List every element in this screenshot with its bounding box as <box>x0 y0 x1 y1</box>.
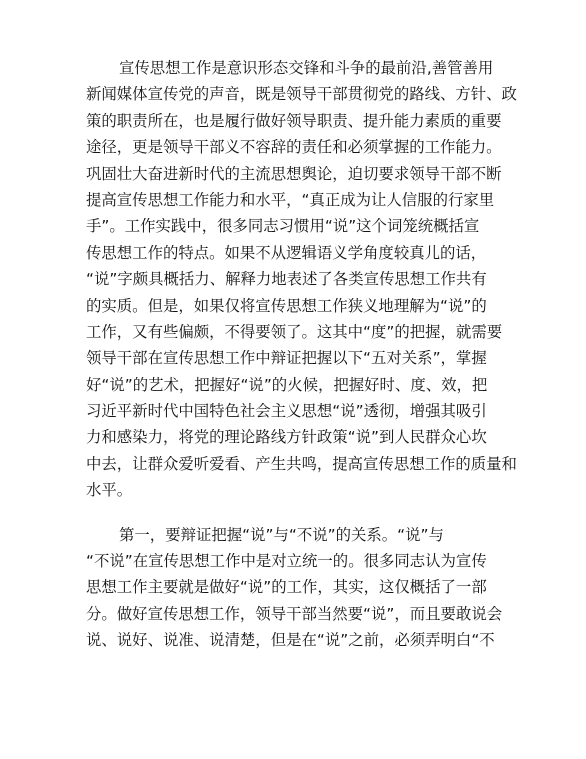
text-line: 策的职责所在，也是履行做好领导职责、提升能力素质的重要 <box>86 111 502 130</box>
text-line: 的实质。但是，如果仅将宣传思想工作狭义地理解为“说”的 <box>86 296 487 315</box>
text-line: 传思想工作的特点。如果不从逻辑语义学角度较真儿的话， <box>86 243 487 262</box>
text-line: 途径，更是领导干部义不容辞的责任和必须掌握的工作能力。 <box>86 138 502 157</box>
text-line: 力和感染力，将党的理论路线方针政策“说”到人民群众心坎 <box>86 428 487 447</box>
paragraph-spacing <box>86 504 506 522</box>
text-line: “说”字颇具概括力、解释力地表述了各类宣传思想工作共有 <box>86 270 487 289</box>
text-line: 思想工作主要就是做好“说”的工作，其实，这仅概括了一部 <box>86 578 487 597</box>
paragraph-2 <box>86 522 506 654</box>
text-line: 宣传思想工作是意识形态交锋和斗争的最前沿,善管善用 <box>119 59 494 77</box>
text-line: 习近平新时代中国特色社会主义思想“说”透彻，增强其吸引 <box>86 402 487 421</box>
document-body <box>86 55 517 654</box>
text-line: 水平。 <box>86 481 133 500</box>
text-line: 巩固壮大奋进新时代的主流思想舆论，迫切要求领导干部不断 <box>86 164 502 183</box>
text-line: 手”。工作实践中，很多同志习惯用“说”这个词笼统概括宣 <box>86 217 480 236</box>
text-line: “不说”在宣传思想工作中是对立统一的。很多同志认为宣传 <box>86 552 487 571</box>
text-line: 分。做好宣传思想工作，领导干部当然要“说”，而且要敢说会 <box>86 604 503 623</box>
paragraph-1 <box>86 55 517 504</box>
text-line: 新闻媒体宣传党的声音，既是领导干部贯彻党的路线、方针、政 <box>86 85 517 104</box>
text-line: 工作，又有些偏颇，不得要领了。这其中“度”的把握，就需要 <box>86 322 503 341</box>
text-line: 提高宣传思想工作能力和水平，“真正成为让人信服的行家里 <box>86 190 495 209</box>
text-line: 中去，让群众爱听爱看、产生共鸣，提高宣传思想工作的质量和 <box>86 454 517 473</box>
text-line: 说、说好、说准、说清楚，但是在“说”之前，必须弄明白“不 <box>86 631 495 650</box>
text-line: 领导干部在宣传思想工作中辩证把握以下“五对关系”，掌握 <box>86 349 487 368</box>
text-line: 好“说”的艺术，把握好“说”的火候，把握好时、度、效，把 <box>86 375 488 394</box>
text-line: 第一，要辩证把握“说”与“不说”的关系。“说”与 <box>119 525 444 544</box>
